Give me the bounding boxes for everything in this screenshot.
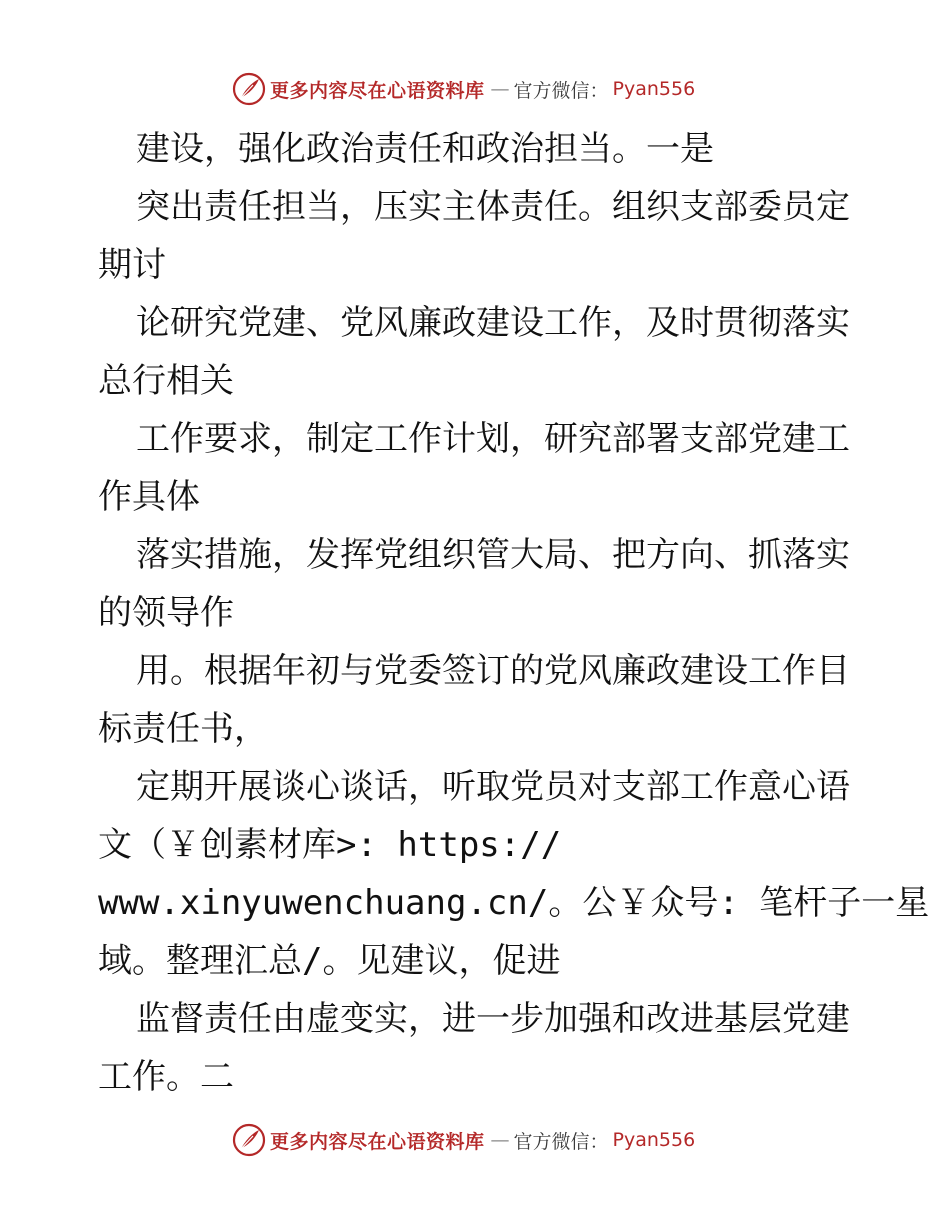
feather-quill-icon [232,72,266,106]
banner-brand-text: 更多内容尽在心语资料库 [270,1130,485,1153]
text-line: 工作要求，制定工作计划，研究部署支部党建工 [136,419,850,459]
text-line: 用。根据年初与党委签订的党风廉政建设工作目 [136,651,850,691]
text-line: 落实措施，发挥党组织管大局、把方向、抓落实 [136,535,850,575]
text-line: 的领导作 [98,593,234,633]
text-line: 期讨 [98,245,166,285]
document-body [98,120,930,1106]
banner-contact-label: 官方微信： [513,79,609,102]
text-line: 作具体 [98,477,200,517]
banner-contact-id: Pyan556 [612,78,696,100]
text-line: 监督责任由虚变实，进一步加强和改进基层党建 [136,999,850,1039]
banner-dash: — [490,1129,508,1151]
text-line: www.xinyuwenchuang.cn/。公￥众号: 笔杆子一星 [98,883,930,923]
footer-banner [232,1123,732,1157]
text-line: 建设，强化政治责任和政治担当。一是 [136,129,714,169]
header-banner [232,72,732,106]
banner-contact-label: 官方微信： [513,1130,609,1153]
text-line: 工作。二 [98,1057,234,1097]
text-line: 域。整理汇总/。见建议，促进 [98,941,561,981]
banner-contact-id: Pyan556 [612,1129,696,1151]
feather-quill-icon [232,1123,266,1157]
banner-dash: — [490,78,508,100]
banner-brand-text: 更多内容尽在心语资料库 [270,79,485,102]
text-line: 标责任书， [98,709,268,749]
text-line: 文（￥创素材库>: https:// [98,825,562,865]
text-line: 突出责任担当，压实主体责任。组织支部委员定 [136,187,850,227]
text-line: 定期开展谈心谈话，听取党员对支部工作意心语 [136,767,850,807]
text-line: 总行相关 [98,361,234,401]
text-line: 论研究党建、党风廉政建设工作，及时贯彻落实 [136,303,850,343]
